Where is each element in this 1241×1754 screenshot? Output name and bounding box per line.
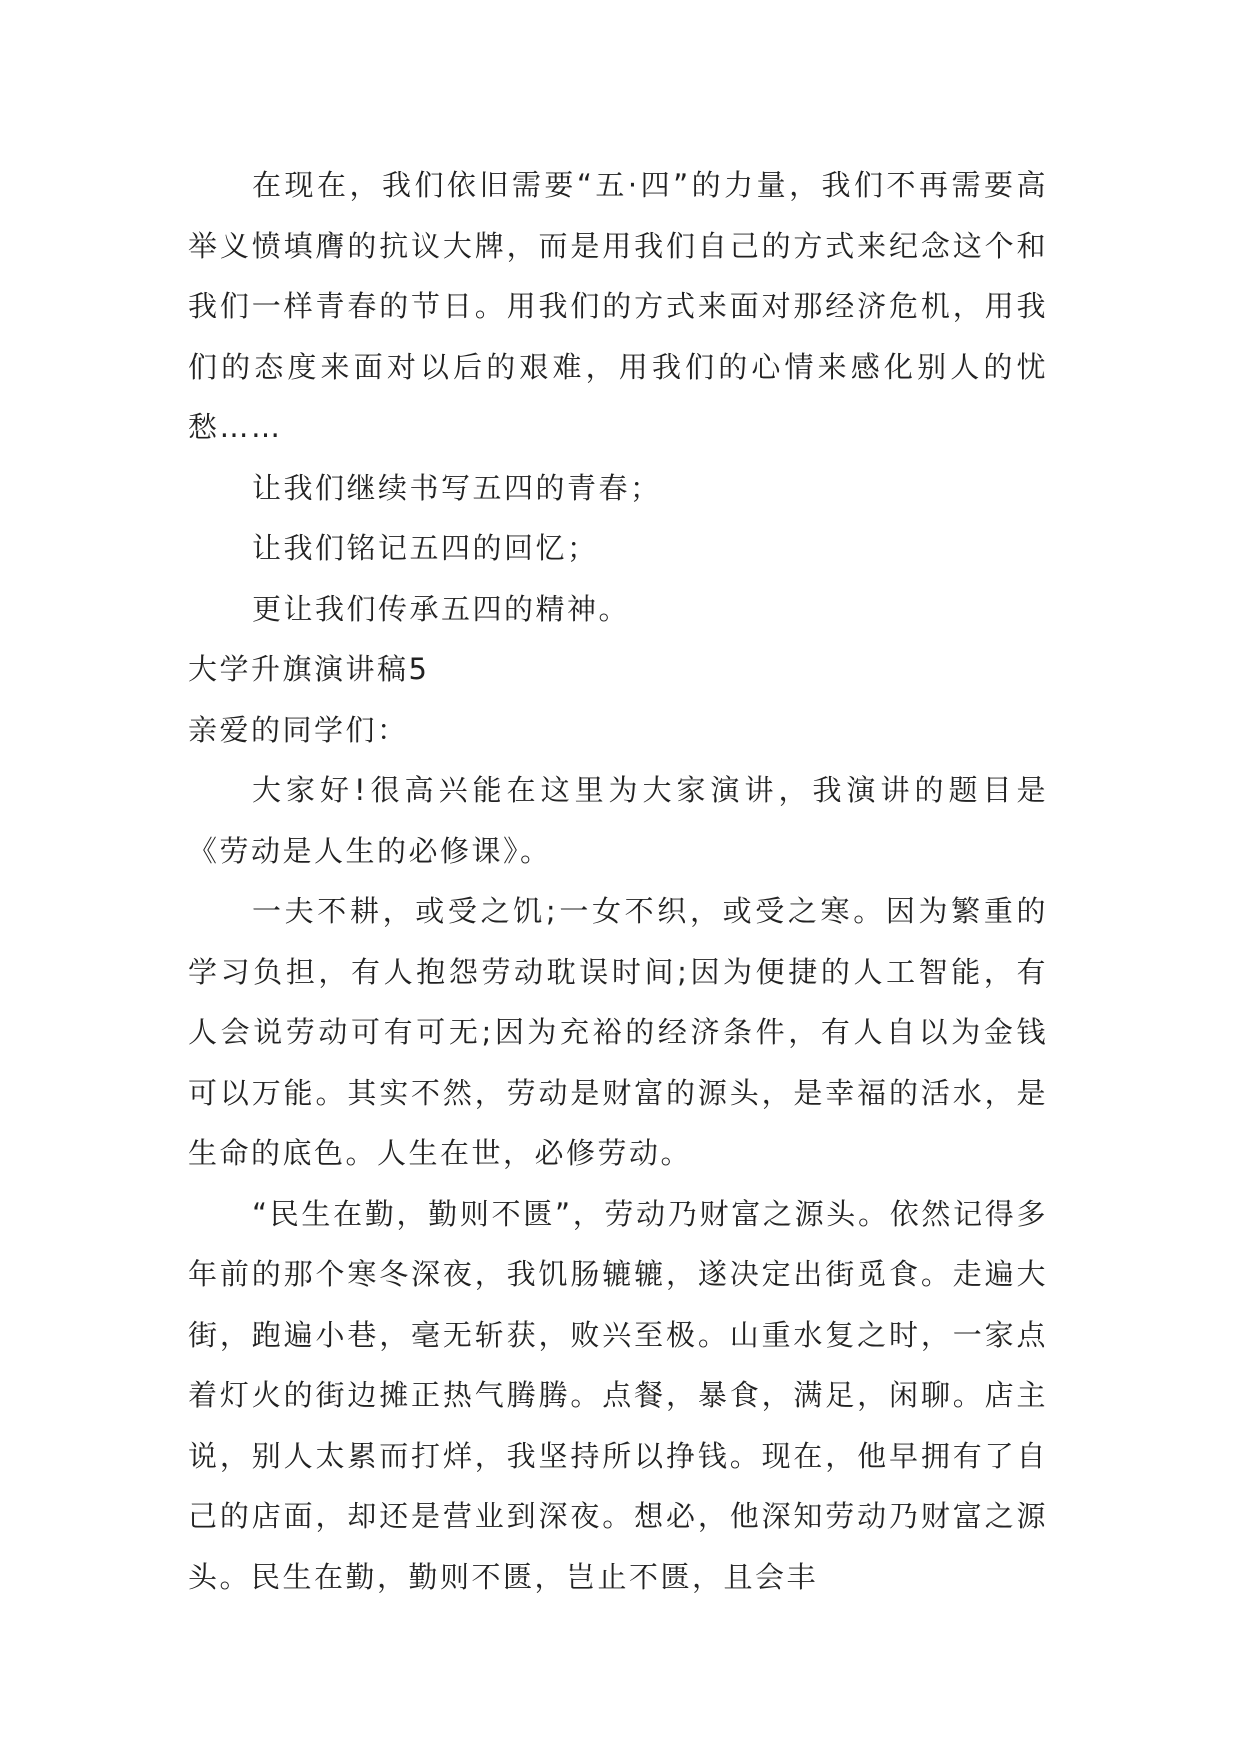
paragraph-inherit-spirit: 更让我们传承五四的精神。 [252, 591, 631, 626]
paragraph-labor-necessity: 一夫不耕，或受之饥;一女不织，或受之寒。因为繁重的学习负担，有人抱怨劳动耽误时间;因为便捷的人工智能，有人会说劳动可有可无;因为充裕的经济条件，有人自以为金钱可以万能。其实不然，劳动是财富的源头，是幸福的活水，是生命的底色。人生在世，必修劳动。 [188, 894, 1048, 1170]
paragraph-greeting: 大家好!很高兴能在这里为大家演讲，我演讲的题目是《劳动是人生的必修课》。 [188, 773, 1048, 868]
paragraph-wusi-power: 在现在，我们依旧需要“五·四”的力量，我们不再需要高举义愤填膺的抗议大牌，而是用我们自己的方式来纪念这个和我们一样青春的节日。用我们的方式来面对那经济危机，用我们的态度来面对以后的艰难，用我们的心情来感化别人的忧愁…… [188, 168, 1048, 444]
section-heading: 大学升旗演讲稿5 [188, 652, 430, 686]
salutation: 亲爱的同学们： [188, 712, 409, 747]
paragraph-remember-memory: 让我们铭记五四的回忆； [252, 531, 599, 565]
paragraph-labor-wealth: “民生在勤，勤则不匮”，劳动乃财富之源头。依然记得多年前的那个寒冬深夜，我饥肠辘辘，遂决定出街觅食。走遍大街，跑遍小巷，毫无斩获，败兴至极。山重水复之时，一家点着灯火的街边摊正热气腾腾。点餐，暴食，满足，闲聊。店主说，别人太累而打烊，我坚持所以挣钱。现在，他早拥有了自己的店面，却还是营业到深夜。想必，他深知劳动乃财富之源头。民生在勤，勤则不匮，岂止不匮，且会丰 [188, 1196, 1048, 1594]
document-body [188, 155, 1048, 1607]
paragraph-continue-youth: 让我们继续书写五四的青春； [252, 470, 662, 505]
